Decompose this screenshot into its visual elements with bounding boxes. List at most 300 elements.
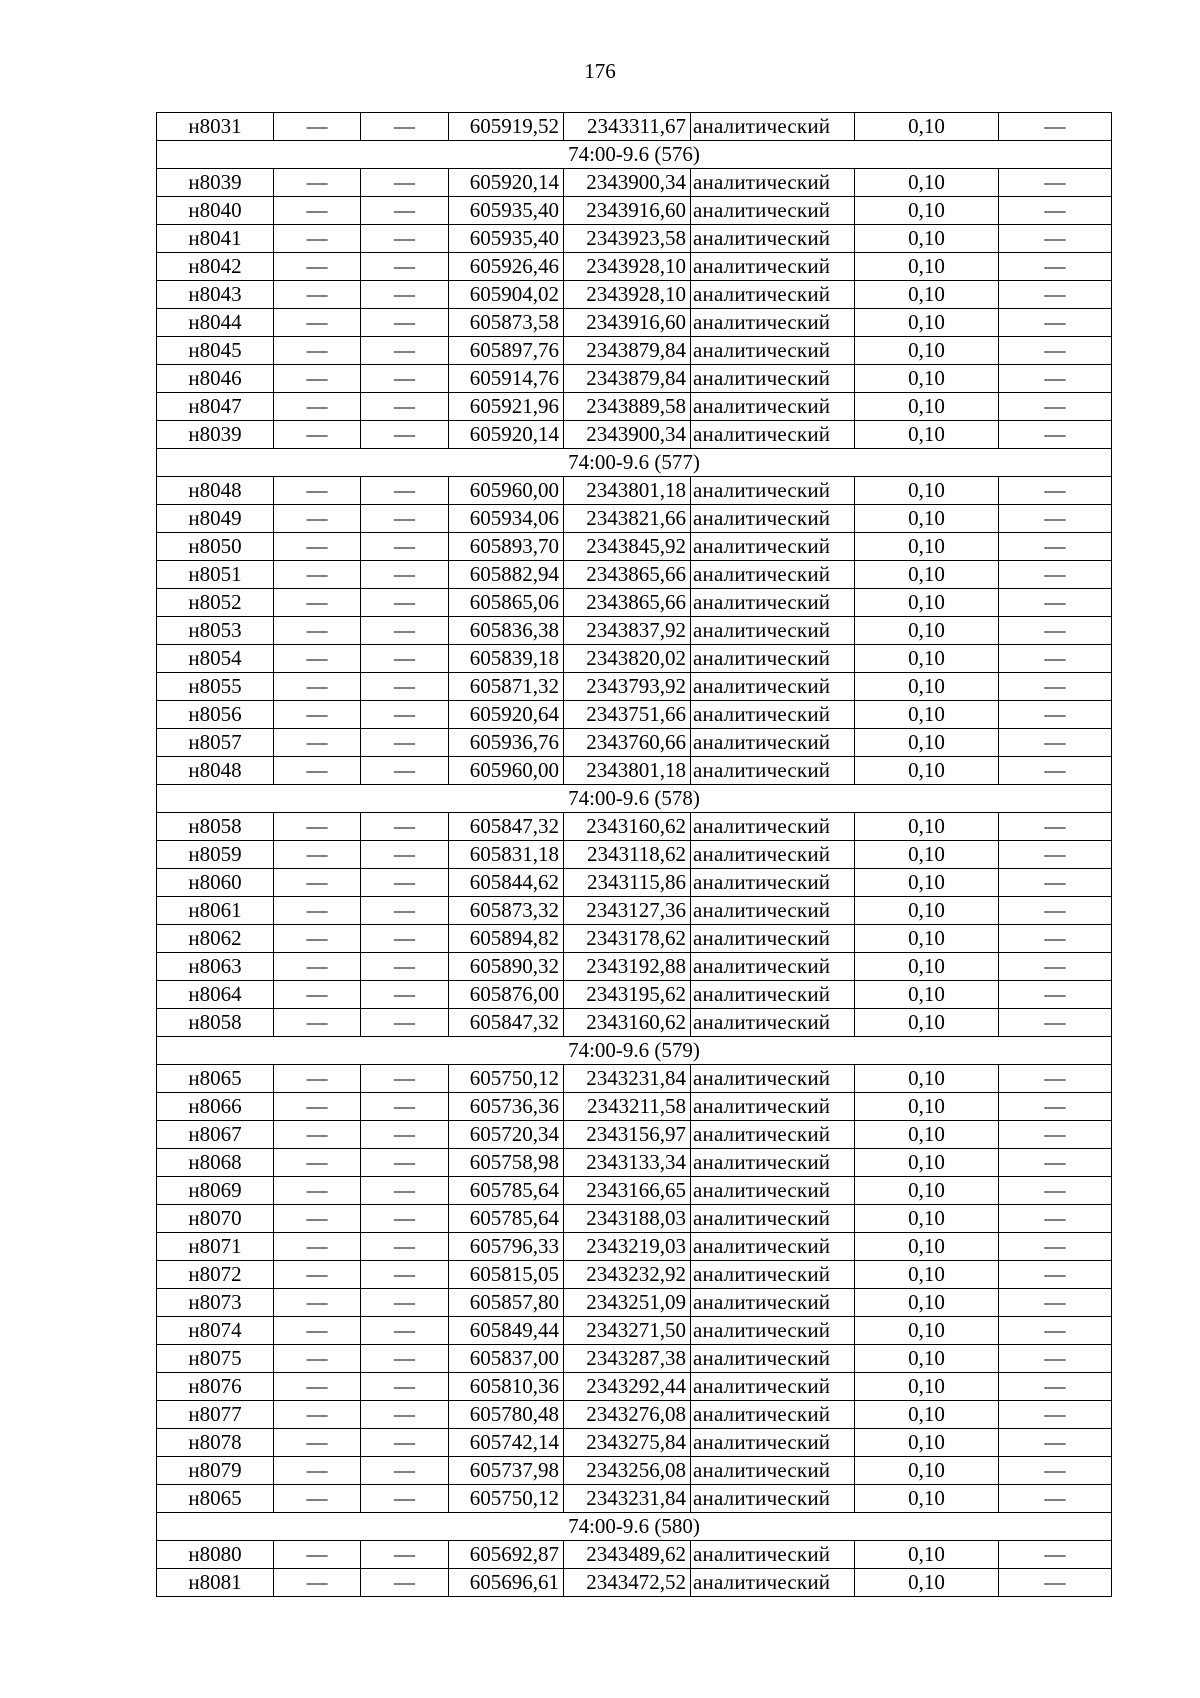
description-cell: — <box>999 1289 1112 1317</box>
description-cell: — <box>999 281 1112 309</box>
description-cell: — <box>999 169 1112 197</box>
y-coordinate-cell: 2343751,66 <box>564 701 691 729</box>
old-x-cell: — <box>274 169 361 197</box>
old-x-cell: — <box>274 1233 361 1261</box>
point-name-cell: н8041 <box>157 225 274 253</box>
x-coordinate-cell: 605750,12 <box>449 1065 564 1093</box>
table-row <box>157 729 1112 757</box>
table-row <box>157 1485 1112 1513</box>
old-y-cell: — <box>361 253 449 281</box>
point-name-cell: н8047 <box>157 393 274 421</box>
accuracy-cell: 0,10 <box>855 1261 999 1289</box>
table-row <box>157 393 1112 421</box>
y-coordinate-cell: 2343231,84 <box>564 1065 691 1093</box>
table-row <box>157 841 1112 869</box>
accuracy-cell: 0,10 <box>855 1009 999 1037</box>
x-coordinate-cell: 605893,70 <box>449 533 564 561</box>
x-coordinate-cell: 605882,94 <box>449 561 564 589</box>
y-coordinate-cell: 2343916,60 <box>564 197 691 225</box>
x-coordinate-cell: 605876,00 <box>449 981 564 1009</box>
point-name-cell: н8057 <box>157 729 274 757</box>
table-row <box>157 645 1112 673</box>
table-row <box>157 309 1112 337</box>
point-name-cell: н8062 <box>157 925 274 953</box>
y-coordinate-cell: 2343160,62 <box>564 1009 691 1037</box>
point-name-cell: н8065 <box>157 1065 274 1093</box>
y-coordinate-cell: 2343276,08 <box>564 1401 691 1429</box>
point-name-cell: н8077 <box>157 1401 274 1429</box>
y-coordinate-cell: 2343127,36 <box>564 897 691 925</box>
old-x-cell: — <box>274 925 361 953</box>
method-cell: аналитический <box>691 1121 855 1149</box>
x-coordinate-cell: 605934,06 <box>449 505 564 533</box>
point-name-cell: н8042 <box>157 253 274 281</box>
y-coordinate-cell: 2343801,18 <box>564 757 691 785</box>
old-y-cell: — <box>361 1401 449 1429</box>
method-cell: аналитический <box>691 1177 855 1205</box>
old-y-cell: — <box>361 1093 449 1121</box>
x-coordinate-cell: 605836,38 <box>449 617 564 645</box>
table-row <box>157 561 1112 589</box>
table-row <box>157 1289 1112 1317</box>
description-cell: — <box>999 1233 1112 1261</box>
y-coordinate-cell: 2343889,58 <box>564 393 691 421</box>
accuracy-cell: 0,10 <box>855 1457 999 1485</box>
description-cell: — <box>999 393 1112 421</box>
method-cell: аналитический <box>691 841 855 869</box>
old-x-cell: — <box>274 645 361 673</box>
description-cell: — <box>999 533 1112 561</box>
point-name-cell: н8075 <box>157 1345 274 1373</box>
point-name-cell: н8066 <box>157 1093 274 1121</box>
accuracy-cell: 0,10 <box>855 337 999 365</box>
table-row <box>157 169 1112 197</box>
method-cell: аналитический <box>691 1065 855 1093</box>
x-coordinate-cell: 605960,00 <box>449 477 564 505</box>
point-name-cell: н8059 <box>157 841 274 869</box>
accuracy-cell: 0,10 <box>855 617 999 645</box>
method-cell: аналитический <box>691 1261 855 1289</box>
description-cell: — <box>999 757 1112 785</box>
method-cell: аналитический <box>691 1485 855 1513</box>
old-x-cell: — <box>274 589 361 617</box>
point-name-cell: н8081 <box>157 1569 274 1597</box>
old-x-cell: — <box>274 813 361 841</box>
method-cell: аналитический <box>691 393 855 421</box>
point-name-cell: н8044 <box>157 309 274 337</box>
old-y-cell: — <box>361 1429 449 1457</box>
x-coordinate-cell: 605847,32 <box>449 1009 564 1037</box>
old-y-cell: — <box>361 1457 449 1485</box>
accuracy-cell: 0,10 <box>855 533 999 561</box>
accuracy-cell: 0,10 <box>855 225 999 253</box>
accuracy-cell: 0,10 <box>855 1233 999 1261</box>
accuracy-cell: 0,10 <box>855 1345 999 1373</box>
table-row <box>157 589 1112 617</box>
description-cell: — <box>999 365 1112 393</box>
old-y-cell: — <box>361 1261 449 1289</box>
old-y-cell: — <box>361 1065 449 1093</box>
x-coordinate-cell: 605780,48 <box>449 1401 564 1429</box>
table-row <box>157 701 1112 729</box>
accuracy-cell: 0,10 <box>855 1121 999 1149</box>
method-cell: аналитический <box>691 813 855 841</box>
x-coordinate-cell: 605692,87 <box>449 1541 564 1569</box>
method-cell: аналитический <box>691 1093 855 1121</box>
table-row <box>157 1373 1112 1401</box>
accuracy-cell: 0,10 <box>855 477 999 505</box>
old-y-cell: — <box>361 1149 449 1177</box>
y-coordinate-cell: 2343133,34 <box>564 1149 691 1177</box>
old-x-cell: — <box>274 841 361 869</box>
method-cell: аналитический <box>691 309 855 337</box>
group-title-cell: 74:00-9.6 (577) <box>157 449 1112 477</box>
method-cell: аналитический <box>691 981 855 1009</box>
description-cell: — <box>999 645 1112 673</box>
method-cell: аналитический <box>691 1317 855 1345</box>
group-header-row <box>157 785 1112 813</box>
old-x-cell: — <box>274 1401 361 1429</box>
point-name-cell: н8049 <box>157 505 274 533</box>
old-y-cell: — <box>361 365 449 393</box>
description-cell: — <box>999 813 1112 841</box>
table-row <box>157 421 1112 449</box>
y-coordinate-cell: 2343879,84 <box>564 365 691 393</box>
point-name-cell: н8039 <box>157 169 274 197</box>
accuracy-cell: 0,10 <box>855 113 999 141</box>
method-cell: аналитический <box>691 1149 855 1177</box>
point-name-cell: н8040 <box>157 197 274 225</box>
description-cell: — <box>999 1121 1112 1149</box>
old-x-cell: — <box>274 1093 361 1121</box>
description-cell: — <box>999 1569 1112 1597</box>
description-cell: — <box>999 925 1112 953</box>
accuracy-cell: 0,10 <box>855 1149 999 1177</box>
accuracy-cell: 0,10 <box>855 673 999 701</box>
old-x-cell: — <box>274 253 361 281</box>
method-cell: аналитический <box>691 897 855 925</box>
point-name-cell: н8078 <box>157 1429 274 1457</box>
description-cell: — <box>999 505 1112 533</box>
point-name-cell: н8054 <box>157 645 274 673</box>
old-y-cell: — <box>361 1541 449 1569</box>
x-coordinate-cell: 605960,00 <box>449 757 564 785</box>
description-cell: — <box>999 673 1112 701</box>
method-cell: аналитический <box>691 729 855 757</box>
y-coordinate-cell: 2343760,66 <box>564 729 691 757</box>
table-row <box>157 1429 1112 1457</box>
point-name-cell: н8043 <box>157 281 274 309</box>
x-coordinate-cell: 605796,33 <box>449 1233 564 1261</box>
old-y-cell: — <box>361 1373 449 1401</box>
method-cell: аналитический <box>691 505 855 533</box>
x-coordinate-cell: 605890,32 <box>449 953 564 981</box>
table-row <box>157 1065 1112 1093</box>
description-cell: — <box>999 1541 1112 1569</box>
point-name-cell: н8055 <box>157 673 274 701</box>
x-coordinate-cell: 605750,12 <box>449 1485 564 1513</box>
description-cell: — <box>999 253 1112 281</box>
old-y-cell: — <box>361 1317 449 1345</box>
method-cell: аналитический <box>691 365 855 393</box>
old-x-cell: — <box>274 197 361 225</box>
x-coordinate-cell: 605873,58 <box>449 309 564 337</box>
y-coordinate-cell: 2343923,58 <box>564 225 691 253</box>
description-cell: — <box>999 1009 1112 1037</box>
description-cell: — <box>999 1429 1112 1457</box>
old-y-cell: — <box>361 1289 449 1317</box>
old-x-cell: — <box>274 1541 361 1569</box>
table-row <box>157 757 1112 785</box>
point-name-cell: н8051 <box>157 561 274 589</box>
x-coordinate-cell: 605720,34 <box>449 1121 564 1149</box>
old-y-cell: — <box>361 729 449 757</box>
old-y-cell: — <box>361 393 449 421</box>
table-row <box>157 1009 1112 1037</box>
method-cell: аналитический <box>691 1457 855 1485</box>
y-coordinate-cell: 2343275,84 <box>564 1429 691 1457</box>
accuracy-cell: 0,10 <box>855 421 999 449</box>
point-name-cell: н8039 <box>157 421 274 449</box>
x-coordinate-cell: 605758,98 <box>449 1149 564 1177</box>
old-y-cell: — <box>361 813 449 841</box>
table-row <box>157 1093 1112 1121</box>
old-x-cell: — <box>274 505 361 533</box>
old-y-cell: — <box>361 337 449 365</box>
method-cell: аналитический <box>691 113 855 141</box>
description-cell: — <box>999 1401 1112 1429</box>
x-coordinate-cell: 605904,02 <box>449 281 564 309</box>
table-row <box>157 365 1112 393</box>
accuracy-cell: 0,10 <box>855 393 999 421</box>
old-y-cell: — <box>361 981 449 1009</box>
y-coordinate-cell: 2343251,09 <box>564 1289 691 1317</box>
method-cell: аналитический <box>691 533 855 561</box>
point-name-cell: н8045 <box>157 337 274 365</box>
old-y-cell: — <box>361 1233 449 1261</box>
x-coordinate-cell: 605849,44 <box>449 1317 564 1345</box>
old-x-cell: — <box>274 421 361 449</box>
old-x-cell: — <box>274 701 361 729</box>
old-x-cell: — <box>274 1205 361 1233</box>
accuracy-cell: 0,10 <box>855 869 999 897</box>
y-coordinate-cell: 2343231,84 <box>564 1485 691 1513</box>
description-cell: — <box>999 477 1112 505</box>
old-x-cell: — <box>274 281 361 309</box>
x-coordinate-cell: 605921,96 <box>449 393 564 421</box>
table-row <box>157 813 1112 841</box>
old-x-cell: — <box>274 1345 361 1373</box>
method-cell: аналитический <box>691 561 855 589</box>
method-cell: аналитический <box>691 1009 855 1037</box>
x-coordinate-cell: 605914,76 <box>449 365 564 393</box>
y-coordinate-cell: 2343271,50 <box>564 1317 691 1345</box>
x-coordinate-cell: 605742,14 <box>449 1429 564 1457</box>
table-row <box>157 253 1112 281</box>
old-y-cell: — <box>361 1345 449 1373</box>
group-title-cell: 74:00-9.6 (580) <box>157 1513 1112 1541</box>
old-x-cell: — <box>274 1177 361 1205</box>
old-y-cell: — <box>361 841 449 869</box>
y-coordinate-cell: 2343188,03 <box>564 1205 691 1233</box>
x-coordinate-cell: 605871,32 <box>449 673 564 701</box>
y-coordinate-cell: 2343156,97 <box>564 1121 691 1149</box>
old-x-cell: — <box>274 1009 361 1037</box>
description-cell: — <box>999 1093 1112 1121</box>
old-x-cell: — <box>274 113 361 141</box>
table-row <box>157 1317 1112 1345</box>
old-x-cell: — <box>274 337 361 365</box>
table-row <box>157 1205 1112 1233</box>
table-body <box>157 113 1112 1597</box>
accuracy-cell: 0,10 <box>855 1093 999 1121</box>
table-row <box>157 533 1112 561</box>
x-coordinate-cell: 605736,36 <box>449 1093 564 1121</box>
y-coordinate-cell: 2343793,92 <box>564 673 691 701</box>
method-cell: аналитический <box>691 869 855 897</box>
y-coordinate-cell: 2343865,66 <box>564 561 691 589</box>
old-x-cell: — <box>274 617 361 645</box>
method-cell: аналитический <box>691 169 855 197</box>
table-row <box>157 281 1112 309</box>
description-cell: — <box>999 729 1112 757</box>
x-coordinate-cell: 605935,40 <box>449 225 564 253</box>
table-row <box>157 1261 1112 1289</box>
y-coordinate-cell: 2343928,10 <box>564 253 691 281</box>
table-row <box>157 1541 1112 1569</box>
old-x-cell: — <box>274 1485 361 1513</box>
point-name-cell: н8073 <box>157 1289 274 1317</box>
point-name-cell: н8065 <box>157 1485 274 1513</box>
table-row <box>157 953 1112 981</box>
x-coordinate-cell: 605920,14 <box>449 169 564 197</box>
y-coordinate-cell: 2343160,62 <box>564 813 691 841</box>
old-x-cell: — <box>274 1149 361 1177</box>
method-cell: аналитический <box>691 1401 855 1429</box>
old-y-cell: — <box>361 477 449 505</box>
accuracy-cell: 0,10 <box>855 1541 999 1569</box>
accuracy-cell: 0,10 <box>855 841 999 869</box>
accuracy-cell: 0,10 <box>855 1205 999 1233</box>
description-cell: — <box>999 1317 1112 1345</box>
old-x-cell: — <box>274 1317 361 1345</box>
old-x-cell: — <box>274 533 361 561</box>
old-x-cell: — <box>274 869 361 897</box>
point-name-cell: н8058 <box>157 1009 274 1037</box>
point-name-cell: н8070 <box>157 1205 274 1233</box>
old-y-cell: — <box>361 869 449 897</box>
y-coordinate-cell: 2343837,92 <box>564 617 691 645</box>
accuracy-cell: 0,10 <box>855 1289 999 1317</box>
method-cell: аналитический <box>691 1373 855 1401</box>
x-coordinate-cell: 605815,05 <box>449 1261 564 1289</box>
old-x-cell: — <box>274 1121 361 1149</box>
table-row <box>157 1401 1112 1429</box>
group-title-cell: 74:00-9.6 (579) <box>157 1037 1112 1065</box>
table-row <box>157 925 1112 953</box>
description-cell: — <box>999 197 1112 225</box>
y-coordinate-cell: 2343232,92 <box>564 1261 691 1289</box>
description-cell: — <box>999 421 1112 449</box>
x-coordinate-cell: 605847,32 <box>449 813 564 841</box>
old-x-cell: — <box>274 981 361 1009</box>
old-y-cell: — <box>361 617 449 645</box>
accuracy-cell: 0,10 <box>855 197 999 225</box>
accuracy-cell: 0,10 <box>855 953 999 981</box>
point-name-cell: н8080 <box>157 1541 274 1569</box>
table-row <box>157 1177 1112 1205</box>
x-coordinate-cell: 605926,46 <box>449 253 564 281</box>
accuracy-cell: 0,10 <box>855 1429 999 1457</box>
y-coordinate-cell: 2343801,18 <box>564 477 691 505</box>
page-number: 176 <box>584 59 616 83</box>
y-coordinate-cell: 2343311,67 <box>564 113 691 141</box>
method-cell: аналитический <box>691 421 855 449</box>
old-x-cell: — <box>274 365 361 393</box>
old-x-cell: — <box>274 729 361 757</box>
description-cell: — <box>999 113 1112 141</box>
method-cell: аналитический <box>691 1345 855 1373</box>
accuracy-cell: 0,10 <box>855 365 999 393</box>
method-cell: аналитический <box>691 645 855 673</box>
y-coordinate-cell: 2343287,38 <box>564 1345 691 1373</box>
old-y-cell: — <box>361 757 449 785</box>
y-coordinate-cell: 2343821,66 <box>564 505 691 533</box>
accuracy-cell: 0,10 <box>855 897 999 925</box>
method-cell: аналитический <box>691 337 855 365</box>
y-coordinate-cell: 2343489,62 <box>564 1541 691 1569</box>
old-y-cell: — <box>361 673 449 701</box>
table-row <box>157 1457 1112 1485</box>
old-y-cell: — <box>361 1009 449 1037</box>
old-x-cell: — <box>274 393 361 421</box>
group-header-row <box>157 1513 1112 1541</box>
y-coordinate-cell: 2343256,08 <box>564 1457 691 1485</box>
y-coordinate-cell: 2343166,65 <box>564 1177 691 1205</box>
method-cell: аналитический <box>691 1205 855 1233</box>
point-name-cell: н8069 <box>157 1177 274 1205</box>
y-coordinate-cell: 2343928,10 <box>564 281 691 309</box>
old-x-cell: — <box>274 1289 361 1317</box>
table-row <box>157 673 1112 701</box>
point-name-cell: н8076 <box>157 1373 274 1401</box>
point-name-cell: н8046 <box>157 365 274 393</box>
y-coordinate-cell: 2343292,44 <box>564 1373 691 1401</box>
accuracy-cell: 0,10 <box>855 925 999 953</box>
old-y-cell: — <box>361 1177 449 1205</box>
group-header-row <box>157 141 1112 169</box>
old-y-cell: — <box>361 281 449 309</box>
accuracy-cell: 0,10 <box>855 309 999 337</box>
point-name-cell: н8064 <box>157 981 274 1009</box>
method-cell: аналитический <box>691 757 855 785</box>
description-cell: — <box>999 1177 1112 1205</box>
point-name-cell: н8068 <box>157 1149 274 1177</box>
y-coordinate-cell: 2343472,52 <box>564 1569 691 1597</box>
x-coordinate-cell: 605865,06 <box>449 589 564 617</box>
accuracy-cell: 0,10 <box>855 1177 999 1205</box>
old-x-cell: — <box>274 561 361 589</box>
point-name-cell: н8058 <box>157 813 274 841</box>
x-coordinate-cell: 605737,98 <box>449 1457 564 1485</box>
table-row <box>157 869 1112 897</box>
group-header-row <box>157 449 1112 477</box>
description-cell: — <box>999 1205 1112 1233</box>
method-cell: аналитический <box>691 1569 855 1597</box>
accuracy-cell: 0,10 <box>855 1317 999 1345</box>
y-coordinate-cell: 2343900,34 <box>564 169 691 197</box>
accuracy-cell: 0,10 <box>855 981 999 1009</box>
